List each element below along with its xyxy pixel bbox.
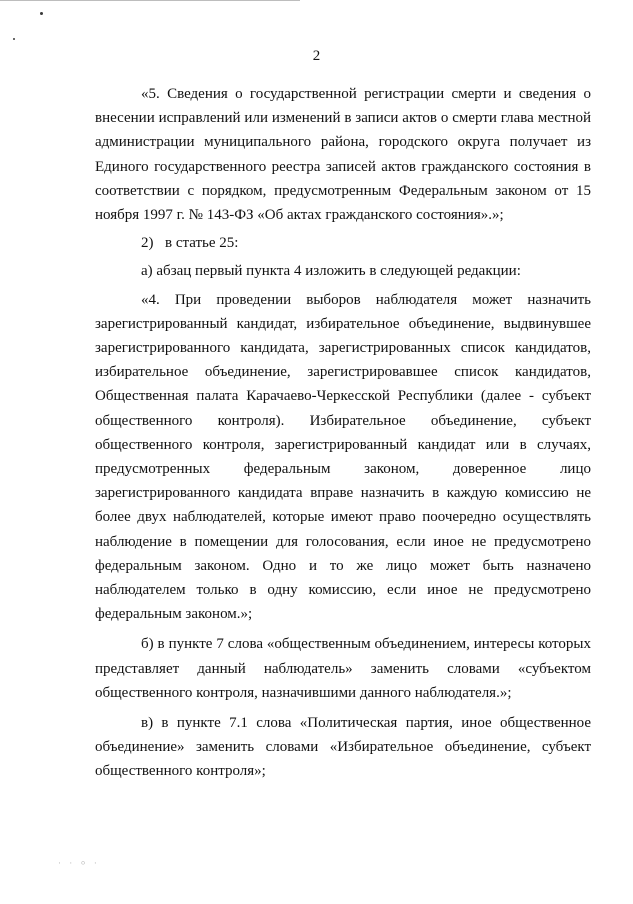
scan-speck <box>40 12 43 15</box>
paragraph-amend-point-4: а) абзац первый пункта 4 изложить в следующей редакции: <box>141 263 521 280</box>
document-body <box>95 82 591 784</box>
paragraph-amend-point-7-1: в) в пункте 7.1 слова «Политическая партия, иное общественное объединение» заменить словами «Избирательное объединение, субъект общественного контроля»; <box>95 715 591 780</box>
list-item-article-25 <box>95 231 591 255</box>
scan-speck <box>13 38 15 40</box>
paragraph-point-4-new-text: «4. При проведении выборов наблюдателя может назначить зарегистрированный кандидат, избирательное объединение, выдвинувшее зарегистрированного кандидата, зарегистрированных список кандидатов, избирательное объединение, зарегистрировавшее список кандидатов, Общественная палата Карачаево-Черкесской Республики (далее - субъект общественного контроля). Избирательное объединение, субъект общественного контроля, зарегистрированный кандидат или в случаях, предусмотренных федеральным законом, доверенное лицо зарегистрированного кандидата вправе назначить в каждую комиссию не более двух наблюдателей, которые имеют право поочередно осуществлять наблюдение в помещении для голосования, если иное не предусмотрено федеральным законом. Одно и то же лицо может быть назначено наблюдателем только в одну комиссию, если иное не предусмотрено федеральным законом.»; <box>95 291 591 623</box>
scan-edge-line <box>0 0 300 1</box>
list-item-text: в статье 25: <box>165 235 239 252</box>
paragraph-amend-point-7: б) в пункте 7 слова «общественным объединением, интересы которых представляет данный наблюдатель» заменить словами «субъектом общественного контроля, назначившими данного наблюдателя.»; <box>95 636 591 701</box>
scan-smudge: · · ⸰ · <box>58 858 100 868</box>
list-item-number: 2) <box>141 235 154 252</box>
paragraph-civil-registry-death-info: «5. Сведения о государственной регистрации смерти и сведения о внесении исправлений или изменений в записи актов о смерти глава местной администрации муниципального района, городского округа получает из Единого государственного реестра записей актов гражданского состояния в соответствии с порядком, предусмотренным Федеральным законом от 15 ноября 1997 г. № 143-ФЗ «Об актах гражданского состояния».»; <box>95 86 591 224</box>
page-number: 2 <box>312 48 321 64</box>
